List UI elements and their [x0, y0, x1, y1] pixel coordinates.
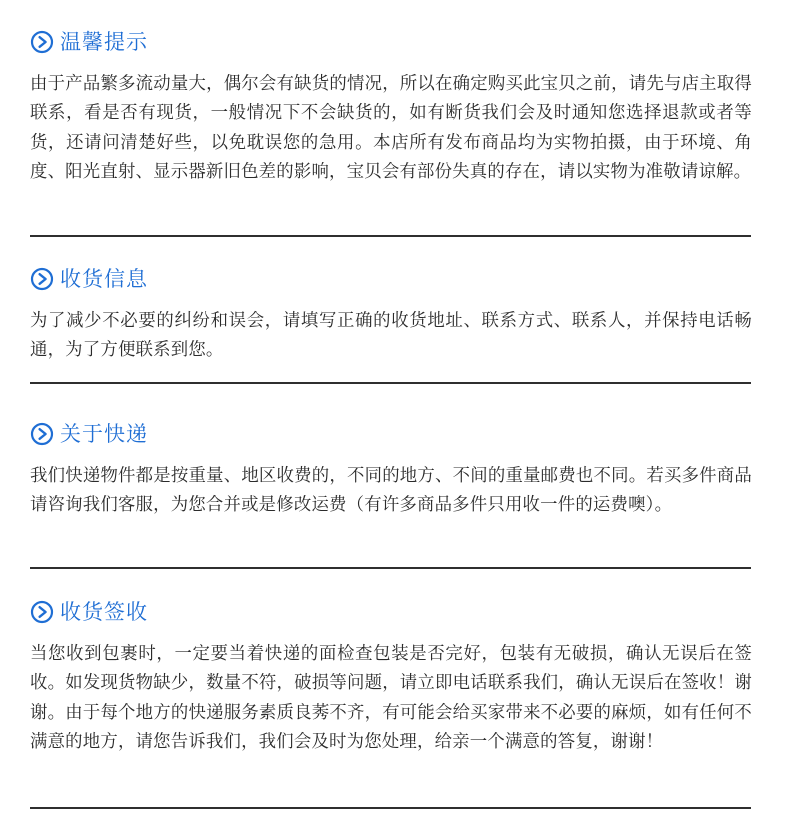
- section-divider: [30, 382, 751, 384]
- section-title: 收货信息: [60, 267, 148, 291]
- section-divider: [30, 807, 751, 809]
- circle-play-icon: [30, 422, 54, 446]
- section-title: 温馨提示: [60, 30, 148, 54]
- section-tips: [30, 26, 752, 188]
- section-heading: [30, 263, 752, 295]
- circle-play-icon: [30, 30, 54, 54]
- section-title: 关于快递: [60, 422, 148, 446]
- section-title: 收货签收: [60, 600, 148, 624]
- circle-play-icon: [30, 267, 54, 291]
- section-body: 我们快递物件都是按重量、地区收费的，不同的地方、不间的重量邮费也不同。若买多件商品请咨询我们客服，为您合并或是修改运费（有许多商品多件只用收一件的运费噢）。: [30, 466, 752, 516]
- section-heading: [30, 596, 752, 628]
- section-divider: [30, 235, 751, 237]
- section-body: 为了减少不必要的纠纷和误会，请填写正确的收货地址、联系方式、联系人，并保持电话畅通，为了方便联系到您。: [30, 311, 752, 361]
- circle-play-icon: [30, 600, 54, 624]
- section-heading: [30, 418, 752, 450]
- section-express: [30, 418, 752, 521]
- section-body: 由于产品繁多流动量大，偶尔会有缺货的情况，所以在确定购买此宝贝之前，请先与店主取得联系，看是否有现货，一般情况下不会缺货的，如有断货我们会及时通知您选择退款或者等货，还请问清楚好些，以免耽误您的急用。本店所有发布商品均为实物拍摄，由于环境、角度、阳光直射、显示器新旧色差的影响，宝贝会有部份失真的存在，请以实物为准敬请谅解。: [30, 74, 752, 183]
- section-delivery-info: [30, 263, 752, 366]
- section-body: 当您收到包裹时，一定要当着快递的面检查包装是否完好，包装有无破损，确认无误后在签收。如发现货物缺少，数量不符，破损等问题，请立即电话联系我们，确认无误后在签收！谢谢。由于每个地方的快递服务素质良莠不齐，有可能会给买家带来不必要的麻烦，如有任何不满意的地方，请您告诉我们，我们会及时为您处理，给亲一个满意的答复，谢谢！: [30, 644, 752, 753]
- section-divider: [30, 567, 751, 569]
- section-sign-for: [30, 596, 752, 758]
- section-heading: [30, 26, 752, 58]
